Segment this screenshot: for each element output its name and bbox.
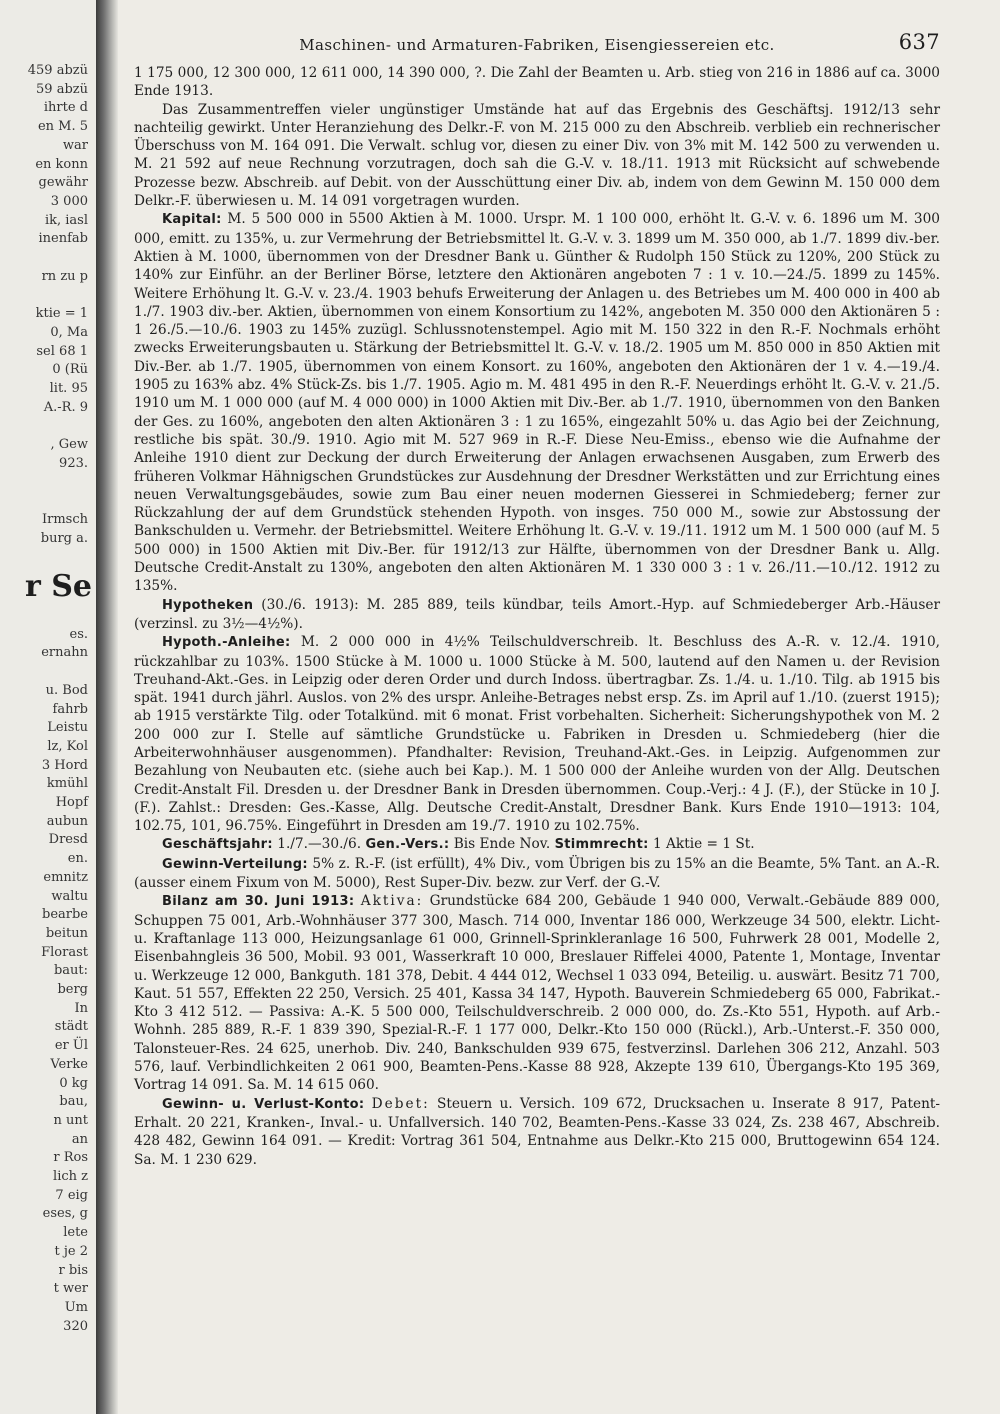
section-label-hypotheken: Hypotheken — [162, 597, 254, 613]
left-fragment-line: en konn — [35, 156, 88, 172]
section-label-bilanz: Bilanz am 30. Juni 1913: — [162, 894, 355, 910]
left-fragment-line: t je 2 — [54, 1243, 88, 1259]
left-fragment-line: eses, g — [42, 1206, 88, 1222]
left-fragment-line: n unt — [53, 1112, 88, 1128]
left-fragment-line: bearbe — [42, 907, 88, 923]
running-head-title: Maschinen- und Armaturen-Fabriken, Eisengiessereien etc. — [299, 36, 775, 54]
paragraph-gewinn-verlust: Gewinn- u. Verlust-Konto: Debet: Steuern u. Versich. 109 672, Drucksachen u. Inserate 8 917, Patent-Erhalt. 20 221, Kranken-, Inval.- u. Unfallversich. 140 702, Beamten-Pens.-Kasse 33 024, Zs. 238 467, Abschreib. 428 482, Gewinn 164 091. — Kredit: Vortrag 361 504, Entnahme aus Delkr.-Kto 215 000, Bruttogewinn 654 124. Sa. M. 1 230 629. — [134, 1095, 941, 1168]
left-fragment-line: lete — [63, 1225, 88, 1241]
left-fragment-line: bau, — [59, 1094, 88, 1110]
left-fragment-line: lich z — [53, 1169, 88, 1185]
left-fragment-line: lit. 95 — [49, 380, 88, 396]
left-fragment-line: en. — [67, 851, 88, 867]
left-fragment-line: emnitz — [43, 869, 88, 885]
left-fragment-line — [0, 663, 96, 682]
left-fragment-line: 3 000 — [50, 193, 88, 209]
left-fragment-line: fahrb — [52, 701, 88, 717]
page-number: 637 — [898, 30, 940, 54]
left-fragment-line: burg a. — [40, 530, 88, 546]
left-fragment-line: sel 68 1 — [36, 343, 88, 359]
left-fragment-line: Um — [64, 1300, 88, 1315]
left-fragment-line: es. — [69, 626, 88, 642]
left-fragment-line: Verke — [50, 1056, 88, 1072]
section-label-gen-vers: Gen.-Vers.: — [365, 837, 450, 853]
left-fragment-line: lz, Kol — [47, 738, 88, 754]
left-fragment-line: 7 eig — [55, 1187, 88, 1203]
left-fragment-line: Hopf — [55, 795, 88, 811]
book-gutter-shadow — [96, 0, 118, 1414]
paragraph-gewinn-verteilung: Gewinn-Verteilung: 5% z. R.-F. (ist erfüllt), 4% Div., vom Übrigen bis zu 15% an die Beamte, 5% Tant. an A.-R. (ausser einem Fixum von M. 5000), Rest Super-Div. bezw. zur Verf. der G.-V. — [134, 855, 940, 892]
left-fragment-line: en M. 5 — [37, 119, 88, 135]
left-fragment-line: 3 Hord — [41, 757, 88, 773]
left-fragment-line: an — [71, 1131, 88, 1147]
left-fragment-line: Leistu — [47, 720, 88, 736]
page-content — [134, 30, 940, 1400]
section-label-gewinn-verlust: Gewinn- u. Verlust-Konto: — [162, 1096, 365, 1112]
left-fragment-line: u. Bod — [45, 682, 88, 698]
left-fragment-line: städt — [54, 1019, 88, 1035]
left-fragment-line — [0, 548, 96, 567]
label-aktiva: Aktiva: — [360, 893, 424, 910]
label-debet: Debet: — [371, 1095, 430, 1112]
left-fragment-line — [0, 417, 96, 436]
section-label-stimmrecht: Stimmrecht: — [554, 837, 649, 853]
paragraph-bilanz: Bilanz am 30. Juni 1913: Aktiva: Grundstücke 684 200, Gebäude 1 940 000, Verwalt.-Gebäude 889 000, Schuppen 75 001, Arb.-Wohnhäuser 377 300, Masch. 714 000, Inventar 186 000, Werkzeuge 34 500, elektr. Licht- u. Kraftanlage 113 000, Heizungsanlage 61 000, Grinnell-Sprinkleranlage 16 500, Fuhrwerk 28 001, Modelle 2, Eisenbahngleis 36 500, Mobil. 93 001, Wasserkraft 10 000, Breslauer Riffelei 4000, Patente 1, Montage, Inventar u. Werkzeuge 12 000, Bankguth. 181 378, Debit. 4 444 012, Wechsel 1 033 094, Beteilig. u. auswärt. Besitz 71 700, Kaut. 51 557, Effekten 22 250, Versich. 25 401, Kassa 34 147, Hypoth. Bauverein Schmiedeberg 65 000, Fabrikat.-Kto 3 412 512. — Passiva: A.-K. 5 500 000, Teilschuldverschreib. 2 000 000, do. Zs.-Kto 551, Hypoth. auf Arb.-Wohnh. 285 889, R.-F. 1 839 390, Spezial-R.-F. 1 177 000, Delkr.-Kto 150 000 (Rückl.), Arb.-Unterst.-F. 350 000, Talonsteuer-Res. 24 625, unerhob. Div. 240, Bankschulden 939 675, festverzinsl. Darlehen 306 212, Anzahl. 503 576, lauf. Verbindlichkeiten 2 061 900, Beamten-Pens.-Kasse 88 928, Akzepte 139 610, Übergangs-Kto 195 369, Vortrag 14 091. Sa. M. 14 615 060. — [134, 893, 940, 1094]
left-fragment-heading: r Se — [24, 568, 92, 604]
paragraph-intro: 1 175 000, 12 300 000, 12 611 000, 14 390 000, ?. Die Zahl der Beamten u. Arb. stieg von 216 in 1886 auf ca. 3000 Ende 1913. — [134, 65, 940, 100]
left-fragment-line: rn zu p — [41, 268, 88, 284]
left-fragment-line: Dresd — [48, 832, 88, 848]
section-label-kapital: Kapital: — [162, 212, 222, 228]
left-fragment-line: r Ros — [53, 1150, 88, 1166]
left-fragment-line — [0, 492, 96, 511]
left-fragment-line: inenfab — [38, 231, 88, 247]
paragraph-kapital: Kapital: M. 5 500 000 in 5500 Aktien à M. 1000. Urspr. M. 1 100 000, erhöht lt. G.-V. v. 6. 1896 um M. 300 000, emitt. zu 135%, u. zur Vermehrung der Betriebsmittel lt. G.-V. v. 3. 1899 um M. 350 000, ab 1./7. 1899 div.-ber. Aktien à M. 1000, übernommen von der Dresdner Bank u. Günther & Rudolph 150 Stück zu 120%, 200 Stück zu 140% zur Einführ. an der Berliner Börse, letztere den Aktionären angeboten 7 : 1 v. 10.—24./5. 1899 zu 145%. Weitere Erhöhung lt. G.-V. v. 23./4. 1903 behufs Erweiterung der Anlagen u. des Betriebes um M. 400 000 in 400 ab 1./7. 1903 div.-ber. Aktien, übernommen von einem Konsortium zu 142%, angeboten M. 350 000 den Aktionären 5 : 1 26./5.—10./6. 1903 zu 145% zuzügl. Schlussnotenstempel. Agio mit M. 150 322 in den R.-F. Nochmals erhöht zwecks Erweiterungsbauten u. Stärkung der Betriebsmittel lt. G.-V. v. 18./2. 1905 um M. 850 000 in 850 Aktien mit Div.-Ber. ab 1./7. 1905, übernommen von einem Konsort. zu 160%, angeboten den Aktionären der 1 v. 4.—19./4. 1905 zu 163% abz. 4% Stück-Zs. bis 1./7. 1905. Agio m. M. 481 495 in den R.-F. Neuerdings erhöht lt. G.-V. v. 21./5. 1910 um M. 1 000 000 (auf M. 4 000 000) in 1000 Aktien mit Div.-Ber. ab 1./7. 1910, übernommen von den Banken der Ges. zu 160%, angeboten den alten Aktionären 3 : 1 zu 165%, eingezahlt 50% u. das Agio bei der Zeichnung, restliche bis spät. 30./9. 1910. Agio mit M. 527 969 in R.-F. Diese Neu-Emiss., ebenso wie die Aufnahme der Anleihe 1910 dient zur Deckung der durch Erweiterung der Anlagen erwachsenen Ausgaben, zum Erwerb des früheren Volkmar Hähnigschen Grundstückes zur Ausdehnung der Dresdner Werkstätten und zur Errichtung eines neuen Verwaltungsgebäudes, sowie zum Bau einer neuen modernen Giesserei in Schmiedeberg; ferner zur Rückzahlung der auf dem Grundstück stehenden Hypoth. von insges. 750 000 M., sowie zur Abstossung der Bankschulden u. Vermehr. der Betriebsmittel. Weitere Erhöhung lt. G.-V. v. 19./11. 1912 um M. 1 500 000 (auf M. 5 500 000) in 1500 Aktien mit Div.-Ber. für 1912/13 zur Hälfte, übernommen von der Dresdner Bank u. Allg. Deutsche Credit-Anstalt zu 130%, angeboten den alten Aktionären M. 1 330 000 3 : 1 v. 26./11.—10./12. 1912 zu 135%. — [134, 211, 940, 595]
paragraph-anleihe: Hypoth.-Anleihe: M. 2 000 000 in 4½% Teilschuldverschreib. lt. Beschluss des A.-R. v. 12./4. 1910, rückzahlbar zu 103%. 1500 Stücke à M. 1000 u. 1000 Stücke à M. 500, lautend auf den Namen u. der Revision Treuhand-Akt.-Ges. in Leipzig oder deren Order und durch Indoss. übertragbar. Zs. 1./4. u. 1./10. Tilg. ab 1915 bis spät. 1941 durch jährl. Auslos. von 2% des urspr. Anleihe-Betrages nebst ersp. Zs. im April auf 1./10. (zuerst 1915); ab 1915 verstärkte Tilg. oder Totalkünd. mit 6 monat. Frist vorbehalten. Sicherheit: Sicherungshypothek von M. 2 200 000 zur I. Stelle auf sämtliche Grundstücke u. Fabriken in Dresden u. Schmiedeberg (hier die Arbeiterwohnhäuser ausgenommen). Pfandhalter: Revision, Treuhand-Akt.-Ges. in Leipzig. Aufgenommen zur Bezahlung von Neubauten etc. (siehe auch bei Kap.). M. 1 500 000 der Anleihe wurden von der Allg. Deutschen Credit-Anstalt Fil. Dresden u. der Dresdner Bank in Dresden übernommen. Coup.-Verj.: 4 J. (F.), der Stücke in 10 J. (F.). Zahlst.: Dresden: Ges.-Kasse, Allg. Deutsche Credit-Anstalt, Dresdner Bank. Kurs Ende 1910—1913: 104, 102.75, 101, 96.75%. Eingeführt in Dresden am 19./7. 1910 zu 102.75%. — [134, 634, 941, 835]
body-text — [134, 64, 940, 1169]
left-fragment-line: war — [62, 137, 88, 153]
left-fragment-line — [0, 286, 96, 305]
left-fragment-line: waltu — [51, 888, 88, 904]
running-head — [134, 30, 940, 64]
left-fragment-line: Irmsch — [41, 511, 88, 527]
left-fragment-line: gewähr — [38, 175, 88, 191]
paragraph-business-result: Das Zusammentreffen vieler ungünstiger Umstände hat auf das Ergebnis des Geschäftsj. 1912/13 sehr nachteilig gewirkt. Unter Heranziehung des Delkr.-F. von M. 215 000 zu den Abschreib. verblieb ein rechnerischer Überschuss von M. 164 091. Die Verwalt. schlug vor, diesen zu einer Div. von 3% mit M. 142 500 zu verwenden u. M. 21 592 auf neue Rechnung vorzutragen, doch sah die G.-V. v. 18./11. 1913 mit Rücksicht auf schwebende Prozesse bezw. Abschreib. auf Debit. von der Ausschüttung einer Div. ab, indem von dem Gewinn M. 150 000 dem Delkr.-F. überwiesen u. M. 14 091 vorgetragen wurden. — [134, 101, 940, 210]
left-fragment-line: , Gew — [50, 437, 88, 453]
left-fragment-line: 0 kg — [59, 1075, 88, 1091]
left-fragment-line: Florast — [41, 944, 88, 960]
left-fragment-line: 0, Ma — [50, 324, 88, 340]
left-fragment-line — [0, 249, 96, 268]
paragraph-hypotheken: Hypotheken (30./6. 1913): M. 285 889, teils kündbar, teils Amort.-Hyp. auf Schmiedeberger Arb.-Häuser (verzinsl. zu 3½—4½%). — [134, 596, 940, 632]
left-fragment-line: ik, iasl — [44, 212, 88, 228]
left-fragment-line: In — [74, 1000, 88, 1016]
left-fragment-line: 320 — [63, 1318, 88, 1334]
left-fragment-line: r bis — [58, 1262, 88, 1278]
left-fragment-line: er Ül — [54, 1038, 88, 1054]
section-label-gewinn-verteilung: Gewinn-Verteilung: — [162, 856, 308, 872]
left-fragment-line: ktie = 1 — [35, 306, 88, 322]
left-fragment-line: aubun — [46, 813, 88, 829]
left-fragment-line: ihrte d — [43, 100, 88, 116]
section-label-geschaeftsjahr: Geschäftsjahr: — [162, 837, 273, 853]
left-fragment-line: 0 (Rü — [52, 362, 88, 378]
left-fragment-line: t wer — [53, 1281, 88, 1297]
left-fragment-line — [0, 607, 96, 626]
left-fragment-line: 59 abzü — [36, 81, 88, 97]
left-fragment-line — [0, 473, 96, 492]
left-fragment-line: baut: — [53, 963, 88, 979]
left-fragment-line: 923. — [59, 455, 88, 471]
left-fragment-line: 459 abzü — [27, 63, 88, 78]
previous-page-fragment — [0, 0, 96, 1414]
left-fragment-line: berg — [57, 982, 88, 998]
paragraph-geschaeftsjahr: Geschäftsjahr: 1./7.—30./6. Gen.-Vers.: Bis Ende Nov. Stimmrecht: 1 Aktie = 1 St. — [162, 836, 755, 853]
left-fragment-line: A.-R. 9 — [43, 399, 88, 415]
left-fragment-line: ernahn — [41, 645, 88, 661]
section-label-anleihe: Hypoth.-Anleihe: — [162, 635, 291, 651]
left-fragment-line: beitun — [45, 925, 88, 941]
left-fragment-line: kmühl — [46, 776, 88, 792]
